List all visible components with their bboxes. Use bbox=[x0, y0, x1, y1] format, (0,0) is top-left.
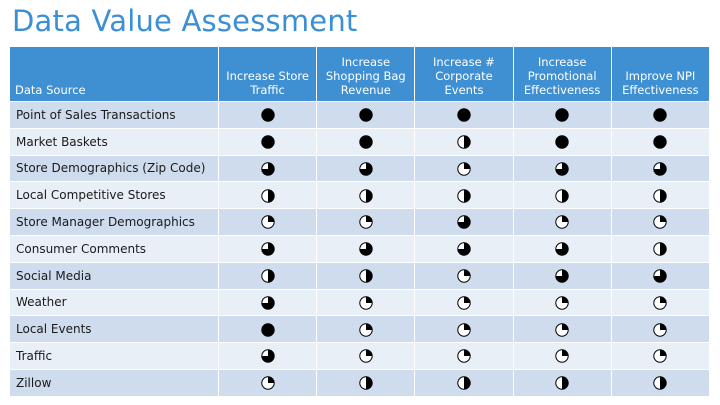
harvey-ball-icon bbox=[653, 162, 667, 176]
harvey-ball-icon bbox=[457, 189, 471, 203]
harvey-ball-icon bbox=[359, 376, 373, 390]
rating-cell bbox=[611, 128, 709, 155]
rating-cell bbox=[317, 235, 415, 262]
rating-cell bbox=[611, 182, 709, 209]
rating-cell bbox=[611, 235, 709, 262]
table-row bbox=[10, 155, 710, 182]
rating-cell bbox=[219, 343, 317, 370]
rating-cell bbox=[513, 316, 611, 343]
harvey-ball-icon bbox=[261, 376, 275, 390]
harvey-ball-icon bbox=[653, 323, 667, 337]
table-row bbox=[10, 343, 710, 370]
rating-cell bbox=[611, 369, 709, 396]
harvey-ball-icon bbox=[261, 215, 275, 229]
rating-cell bbox=[611, 262, 709, 289]
harvey-ball-icon bbox=[653, 376, 667, 390]
harvey-ball-icon bbox=[457, 376, 471, 390]
rating-cell bbox=[611, 316, 709, 343]
rating-cell bbox=[317, 209, 415, 236]
harvey-ball-icon bbox=[359, 296, 373, 310]
harvey-ball-icon bbox=[261, 108, 275, 122]
table-row bbox=[10, 128, 710, 155]
harvey-ball-icon bbox=[359, 135, 373, 149]
harvey-ball-icon bbox=[261, 162, 275, 176]
rating-cell bbox=[415, 343, 513, 370]
harvey-ball-icon bbox=[261, 135, 275, 149]
harvey-ball-icon bbox=[555, 296, 569, 310]
column-header: Increase Shopping Bag Revenue bbox=[317, 47, 415, 102]
table-row bbox=[10, 182, 710, 209]
data-source-label: Local Events bbox=[10, 316, 219, 343]
rating-cell bbox=[219, 235, 317, 262]
rating-cell bbox=[415, 316, 513, 343]
harvey-ball-icon bbox=[457, 215, 471, 229]
column-header: Increase # Corporate Events bbox=[415, 47, 513, 102]
harvey-ball-icon bbox=[555, 269, 569, 283]
harvey-ball-icon bbox=[359, 108, 373, 122]
rating-cell bbox=[513, 182, 611, 209]
rating-cell bbox=[219, 209, 317, 236]
harvey-ball-icon bbox=[359, 162, 373, 176]
rating-cell bbox=[415, 235, 513, 262]
harvey-ball-icon bbox=[359, 349, 373, 363]
rating-cell bbox=[513, 102, 611, 129]
column-header: Increase Promotional Effectiveness bbox=[513, 47, 611, 102]
harvey-ball-icon bbox=[653, 189, 667, 203]
column-header: Increase Store Traffic bbox=[219, 47, 317, 102]
rating-cell bbox=[513, 209, 611, 236]
harvey-ball-icon bbox=[653, 135, 667, 149]
harvey-ball-icon bbox=[359, 189, 373, 203]
rating-cell bbox=[415, 182, 513, 209]
harvey-ball-icon bbox=[555, 349, 569, 363]
rating-cell bbox=[611, 289, 709, 316]
harvey-ball-icon bbox=[555, 162, 569, 176]
harvey-ball-icon bbox=[457, 242, 471, 256]
harvey-ball-icon bbox=[457, 269, 471, 283]
harvey-ball-icon bbox=[653, 242, 667, 256]
harvey-ball-icon bbox=[457, 349, 471, 363]
rating-cell bbox=[219, 289, 317, 316]
rating-cell bbox=[317, 289, 415, 316]
rating-cell bbox=[219, 262, 317, 289]
table-row bbox=[10, 262, 710, 289]
harvey-ball-icon bbox=[359, 215, 373, 229]
harvey-ball-icon bbox=[555, 108, 569, 122]
data-source-label: Store Manager Demographics bbox=[10, 209, 219, 236]
rating-cell bbox=[513, 262, 611, 289]
table-row bbox=[10, 316, 710, 343]
harvey-ball-icon bbox=[653, 296, 667, 310]
harvey-ball-icon bbox=[653, 108, 667, 122]
table-row bbox=[10, 289, 710, 316]
harvey-ball-icon bbox=[555, 376, 569, 390]
rating-cell bbox=[219, 182, 317, 209]
rating-cell bbox=[219, 316, 317, 343]
rating-cell bbox=[415, 128, 513, 155]
rating-cell bbox=[513, 343, 611, 370]
rating-cell bbox=[317, 128, 415, 155]
column-header: Improve NPI Effectiveness bbox=[611, 47, 709, 102]
rating-cell bbox=[219, 102, 317, 129]
rating-cell bbox=[415, 209, 513, 236]
rating-cell bbox=[317, 182, 415, 209]
rating-cell bbox=[415, 155, 513, 182]
table-row bbox=[10, 235, 710, 262]
harvey-ball-icon bbox=[555, 242, 569, 256]
rating-cell bbox=[317, 102, 415, 129]
rating-cell bbox=[219, 369, 317, 396]
rating-cell bbox=[317, 316, 415, 343]
data-source-label: Weather bbox=[10, 289, 219, 316]
harvey-ball-icon bbox=[653, 269, 667, 283]
harvey-ball-icon bbox=[653, 215, 667, 229]
harvey-ball-icon bbox=[457, 108, 471, 122]
table-body bbox=[10, 102, 710, 397]
rating-cell bbox=[513, 128, 611, 155]
data-source-label: Zillow bbox=[10, 369, 219, 396]
harvey-ball-icon bbox=[555, 135, 569, 149]
data-source-label: Market Baskets bbox=[10, 128, 219, 155]
table-row bbox=[10, 102, 710, 129]
harvey-ball-icon bbox=[261, 242, 275, 256]
data-source-label: Point of Sales Transactions bbox=[10, 102, 219, 129]
column-header-data-source: Data Source bbox=[10, 47, 219, 102]
rating-cell bbox=[611, 209, 709, 236]
rating-cell bbox=[317, 343, 415, 370]
data-source-label: Consumer Comments bbox=[10, 235, 219, 262]
rating-cell bbox=[415, 102, 513, 129]
harvey-ball-icon bbox=[653, 349, 667, 363]
harvey-ball-icon bbox=[457, 135, 471, 149]
rating-cell bbox=[219, 155, 317, 182]
harvey-ball-icon bbox=[261, 323, 275, 337]
rating-cell bbox=[317, 369, 415, 396]
rating-cell bbox=[513, 235, 611, 262]
harvey-ball-icon bbox=[359, 323, 373, 337]
table-header-row bbox=[10, 47, 710, 102]
rating-cell bbox=[219, 128, 317, 155]
harvey-ball-icon bbox=[555, 189, 569, 203]
assessment-table bbox=[9, 46, 710, 397]
harvey-ball-icon bbox=[261, 189, 275, 203]
harvey-ball-icon bbox=[359, 269, 373, 283]
harvey-ball-icon bbox=[457, 323, 471, 337]
harvey-ball-icon bbox=[555, 323, 569, 337]
page-title: Data Value Assessment bbox=[12, 4, 358, 38]
rating-cell bbox=[317, 155, 415, 182]
harvey-ball-icon bbox=[261, 349, 275, 363]
data-source-label: Traffic bbox=[10, 343, 219, 370]
rating-cell bbox=[513, 155, 611, 182]
harvey-ball-icon bbox=[261, 269, 275, 283]
harvey-ball-icon bbox=[359, 242, 373, 256]
rating-cell bbox=[317, 262, 415, 289]
data-source-label: Local Competitive Stores bbox=[10, 182, 219, 209]
harvey-ball-icon bbox=[555, 215, 569, 229]
harvey-ball-icon bbox=[261, 296, 275, 310]
rating-cell bbox=[611, 343, 709, 370]
rating-cell bbox=[513, 369, 611, 396]
rating-cell bbox=[611, 155, 709, 182]
table-row bbox=[10, 369, 710, 396]
data-source-label: Store Demographics (Zip Code) bbox=[10, 155, 219, 182]
harvey-ball-icon bbox=[457, 296, 471, 310]
data-source-label: Social Media bbox=[10, 262, 219, 289]
rating-cell bbox=[415, 262, 513, 289]
table-row bbox=[10, 209, 710, 236]
harvey-ball-icon bbox=[457, 162, 471, 176]
rating-cell bbox=[415, 289, 513, 316]
rating-cell bbox=[513, 289, 611, 316]
rating-cell bbox=[611, 102, 709, 129]
rating-cell bbox=[415, 369, 513, 396]
